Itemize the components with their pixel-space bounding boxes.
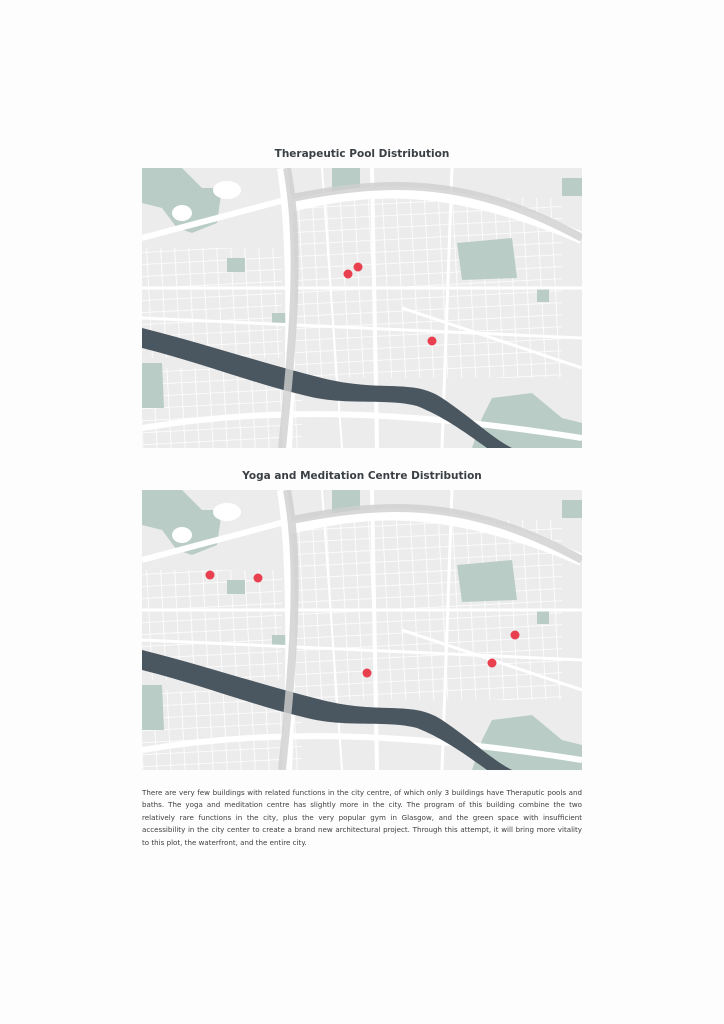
location-marker-yoga-3[interactable] (511, 631, 520, 640)
location-marker-yoga-2[interactable] (254, 574, 263, 583)
location-marker-pool-2[interactable] (344, 270, 353, 279)
map-canvas (142, 490, 582, 770)
therapeutic-pool-map[interactable] (142, 168, 582, 448)
location-marker-pool-1[interactable] (354, 263, 363, 272)
location-marker-yoga-1[interactable] (206, 571, 215, 580)
map-canvas (142, 168, 582, 448)
map-title-yoga-meditation: Yoga and Meditation Centre Distribution (242, 470, 482, 482)
location-marker-pool-3[interactable] (428, 337, 437, 346)
yoga-meditation-map[interactable] (142, 490, 582, 770)
map-title-therapeutic-pool: Therapeutic Pool Distribution (274, 148, 450, 160)
location-marker-yoga-4[interactable] (488, 659, 497, 668)
location-marker-yoga-5[interactable] (363, 669, 372, 678)
description-paragraph: There are very few buildings with related functions in the city centre, of which only 3 buildings have Theraputic pools and baths. The yoga and meditation centre has slightly more in the city. The program of this building combine the two relatively rare functions in the city, plus the very popular gym in Glasgow, and the green space with insufficient accessibility in the city center to create a brand new architectural project. Through this attempt, it will bring more vitality to this plot, the waterfront, and the entire city. (142, 788, 582, 847)
